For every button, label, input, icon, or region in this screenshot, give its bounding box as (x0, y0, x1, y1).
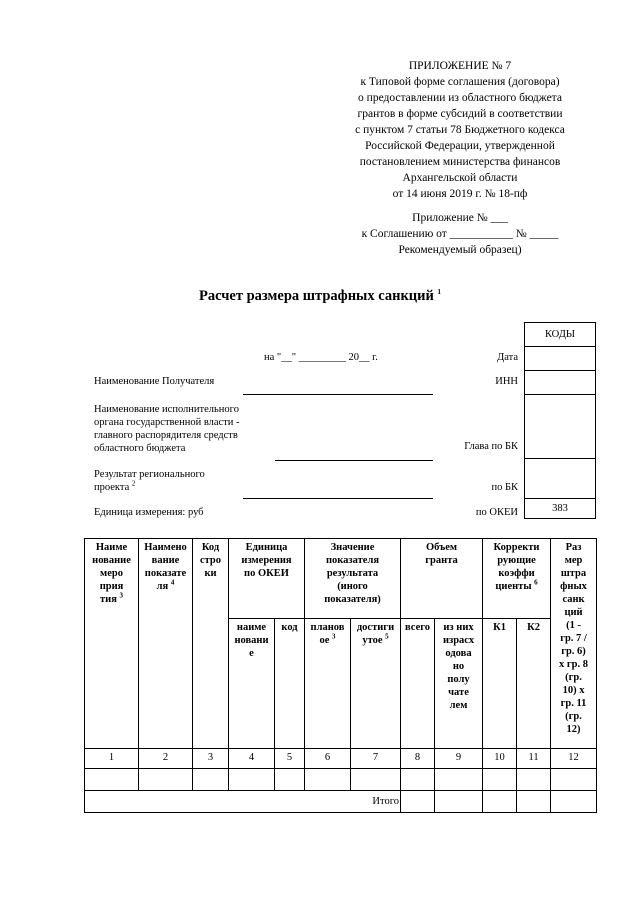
table-cell[interactable] (351, 769, 401, 791)
column-number: 8 (401, 749, 435, 769)
header-indicator-value: Значение показателя результата (иного показателя) (305, 539, 401, 619)
label-recipient: Наименование Получателя (94, 376, 215, 387)
total-cell[interactable] (483, 791, 517, 813)
table-cell[interactable] (517, 769, 551, 791)
title-text: Расчет размера штрафных санкций (199, 288, 434, 304)
header-coefficients: Корректи рующие коэффи циенты $^6$ (483, 539, 551, 619)
recipient-field[interactable] (243, 394, 433, 395)
subheader-total: всего (401, 619, 435, 749)
table-cell[interactable] (193, 769, 229, 791)
header-indicator-name: Наимено вание показате ля $^4$ (139, 539, 193, 749)
sanctions-table (84, 538, 597, 813)
subheader-k2: К2 (517, 619, 551, 749)
column-number: 2 (139, 749, 193, 769)
authority-line: Наименование исполнительного (94, 404, 239, 415)
column-number: 5 (275, 749, 305, 769)
header-unit-okei: Единица измерения по ОКЕИ (229, 539, 305, 619)
column-number: 11 (517, 749, 551, 769)
subheader-spent: из них израсх одова но полу чате лем (435, 619, 483, 749)
column-number: 3 (193, 749, 229, 769)
subheader-planned: планов ое $^3$ (305, 619, 351, 749)
appendix-line: о предоставлении из областного бюджета (358, 92, 562, 104)
result-line: проекта (94, 482, 130, 493)
authority-line: главного распорядителя средств (94, 430, 238, 441)
codes-table (524, 322, 596, 519)
total-cell[interactable] (401, 791, 435, 813)
column-number: 1 (85, 749, 139, 769)
appendix-line: к Типовой форме соглашения (договора) (360, 76, 560, 88)
authority-line: органа государственной власти - (94, 417, 240, 428)
title-footnote: 1 (437, 288, 441, 297)
authority-field[interactable] (275, 460, 433, 461)
total-row (85, 791, 597, 813)
total-label: Итого (85, 791, 401, 813)
appendix-line: с пунктом 7 статьи 78 Бюджетного кодекса (355, 124, 565, 136)
column-number: 10 (483, 749, 517, 769)
label-okei: по ОКЕИ (475, 507, 518, 518)
column-number: 4 (229, 749, 275, 769)
appendix-header (320, 58, 600, 202)
label-bk-head: Глава по БК (464, 441, 518, 452)
table-cell[interactable] (85, 769, 139, 791)
code-bk-head[interactable] (525, 395, 596, 459)
authority-line: областного бюджета (94, 443, 186, 454)
table-cell[interactable] (305, 769, 351, 791)
appendix-line: ПРИЛОЖЕНИЕ № 7 (408, 60, 512, 72)
agreement-line: Приложение № ___ (412, 212, 508, 224)
table-cell[interactable] (401, 769, 435, 791)
appendix-line: постановлением министерства финансов (359, 156, 561, 168)
header-event-name: Наиме нование меро прия тия $^3$ (85, 539, 139, 749)
agreement-reference (320, 210, 600, 258)
label-bk: по БК (491, 482, 518, 493)
total-cell[interactable] (435, 791, 483, 813)
label-result (94, 468, 205, 494)
code-okei: 383 (525, 499, 596, 519)
appendix-line: Архангельской области (402, 172, 518, 184)
total-cell[interactable] (551, 791, 597, 813)
column-numbers-row (85, 749, 597, 769)
result-line: Результат регионального (94, 469, 205, 480)
code-date[interactable] (525, 347, 596, 371)
table-cell[interactable] (229, 769, 275, 791)
table-cell[interactable] (483, 769, 517, 791)
subheader-unit-code: код (275, 619, 305, 749)
code-bk[interactable] (525, 459, 596, 499)
table-cell[interactable] (551, 769, 597, 791)
label-date: Дата (497, 352, 518, 363)
label-inn: ИНН (495, 376, 518, 387)
table-cell[interactable] (275, 769, 305, 791)
column-number: 9 (435, 749, 483, 769)
code-inn[interactable] (525, 371, 596, 395)
table-cell[interactable] (435, 769, 483, 791)
agreement-line: к Соглашению от ___________ № _____ (361, 228, 559, 240)
codes-header: КОДЫ (525, 323, 596, 347)
table-row (85, 769, 597, 791)
subheader-achieved: достиги утое $^5$ (351, 619, 401, 749)
table-cell[interactable] (139, 769, 193, 791)
column-number: 6 (305, 749, 351, 769)
appendix-line: от 14 июня 2019 г. № 18-пф (392, 188, 528, 200)
result-field[interactable] (243, 498, 433, 499)
agreement-line: Рекомендуемый образец) (398, 244, 522, 256)
header-row-code: Код стро ки (193, 539, 229, 749)
appendix-line: грантов в форме субсидий в соответствии (357, 108, 563, 120)
subheader-unit-name: наиме новани е (229, 619, 275, 749)
header-sanction-size: Раз мер штра фных санк ций (1 - гр. 7 / гр. 6) x гр. 8 (гр. 10) x гр. 11 (гр. 12) (551, 539, 597, 749)
column-number: 7 (351, 749, 401, 769)
document-title (0, 288, 640, 305)
subheader-k1: К1 (483, 619, 517, 749)
appendix-line: Российской Федерации, утвержденной (365, 140, 555, 152)
header-grant-volume: Объем гранта (401, 539, 483, 619)
date-line: на "__" _________ 20__ г. (264, 352, 378, 363)
column-number: 12 (551, 749, 597, 769)
total-cell[interactable] (517, 791, 551, 813)
result-footnote: 2 (131, 479, 136, 488)
label-unit: Единица измерения: руб (94, 507, 204, 518)
label-authority (94, 403, 240, 455)
